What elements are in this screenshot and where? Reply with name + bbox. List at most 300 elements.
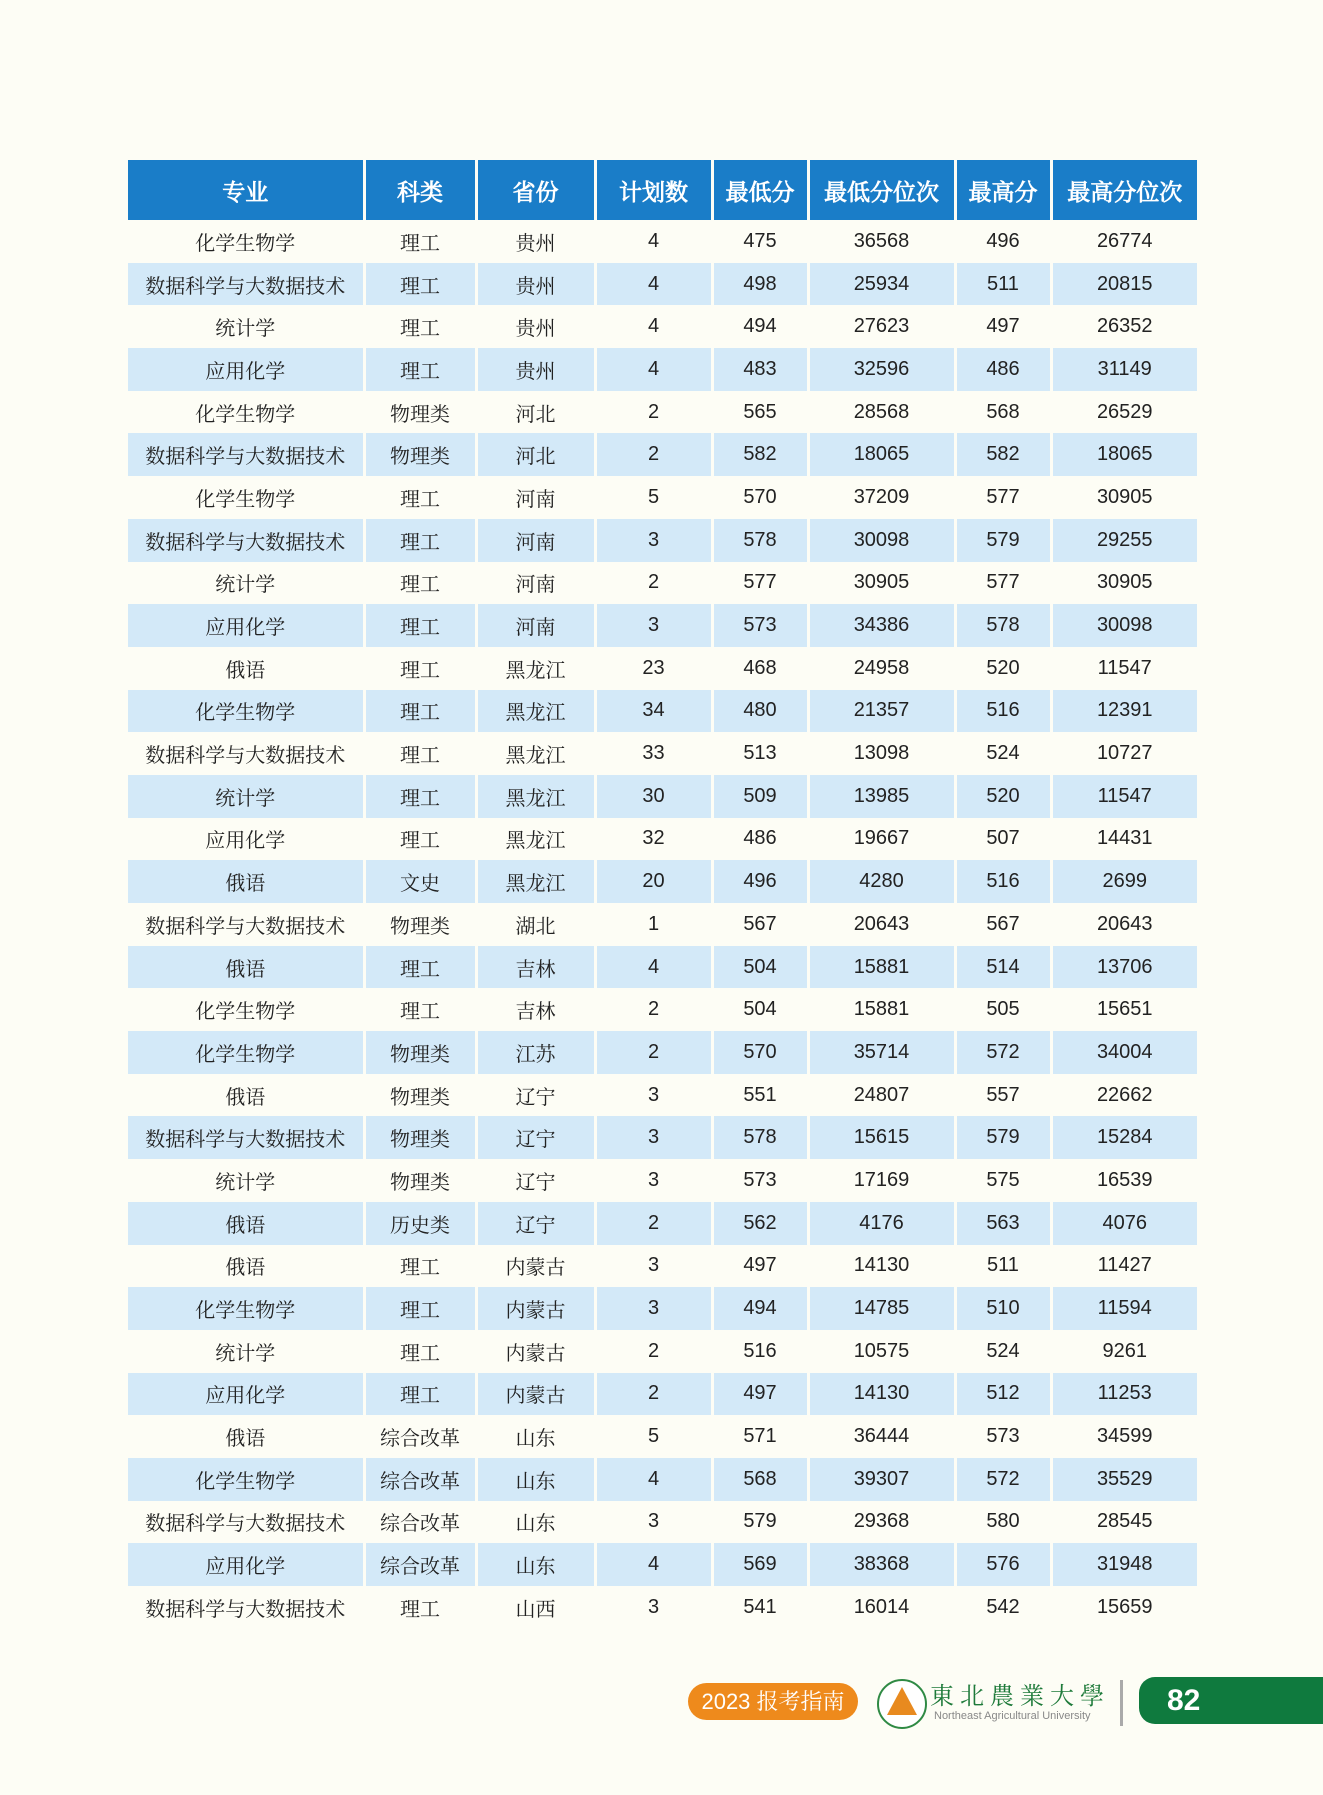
table-cell: 化学生物学 <box>128 391 364 434</box>
table-cell: 29255 <box>1051 519 1197 562</box>
table-cell: 551 <box>712 1074 808 1117</box>
table-cell: 516 <box>955 690 1051 733</box>
table-cell: 2 <box>595 1373 712 1416</box>
table-row <box>128 1202 1197 1245</box>
table-cell: 568 <box>712 1458 808 1501</box>
table-cell: 497 <box>955 305 1051 348</box>
table-cell: 33 <box>595 732 712 775</box>
table-cell: 河南 <box>476 476 595 519</box>
university-logo-icon <box>877 1679 927 1729</box>
table-cell: 4 <box>595 1543 712 1586</box>
table-cell: 557 <box>955 1074 1051 1117</box>
table-cell: 11427 <box>1051 1245 1197 1288</box>
table-cell: 数据科学与大数据技术 <box>128 433 364 476</box>
table-cell: 综合改革 <box>364 1501 476 1544</box>
table-cell: 2 <box>595 1031 712 1074</box>
table-cell: 理工 <box>364 604 476 647</box>
table-cell: 496 <box>712 860 808 903</box>
table-cell: 20643 <box>1051 903 1197 946</box>
table-cell: 34004 <box>1051 1031 1197 1074</box>
table-cell: 16539 <box>1051 1159 1197 1202</box>
table-cell: 563 <box>955 1202 1051 1245</box>
table-cell: 3 <box>595 1501 712 1544</box>
column-header: 专业 <box>128 160 364 220</box>
table-cell: 15615 <box>808 1116 955 1159</box>
table-cell: 18065 <box>808 433 955 476</box>
table-cell: 12391 <box>1051 690 1197 733</box>
table-row <box>128 818 1197 861</box>
table-cell: 498 <box>712 263 808 306</box>
table-cell: 573 <box>712 604 808 647</box>
table-cell: 理工 <box>364 946 476 989</box>
table-cell: 17169 <box>808 1159 955 1202</box>
table-row <box>128 348 1197 391</box>
table-cell: 统计学 <box>128 562 364 605</box>
table-row <box>128 946 1197 989</box>
table-cell: 13706 <box>1051 946 1197 989</box>
table-cell: 504 <box>712 988 808 1031</box>
table-cell: 化学生物学 <box>128 1458 364 1501</box>
table-cell: 577 <box>955 476 1051 519</box>
table-cell: 29368 <box>808 1501 955 1544</box>
table-cell: 541 <box>712 1586 808 1629</box>
table-cell: 30905 <box>1051 476 1197 519</box>
table-cell: 化学生物学 <box>128 1031 364 1074</box>
column-header: 省份 <box>476 160 595 220</box>
table-cell: 480 <box>712 690 808 733</box>
table-cell: 数据科学与大数据技术 <box>128 1586 364 1629</box>
table-cell: 应用化学 <box>128 348 364 391</box>
table-cell: 15284 <box>1051 1116 1197 1159</box>
table-row <box>128 476 1197 519</box>
table-cell: 34 <box>595 690 712 733</box>
table-cell: 俄语 <box>128 1202 364 1245</box>
table-row <box>128 604 1197 647</box>
table-cell: 569 <box>712 1543 808 1586</box>
column-header: 最高分位次 <box>1051 160 1197 220</box>
table-cell: 39307 <box>808 1458 955 1501</box>
table-cell: 2 <box>595 391 712 434</box>
table-cell: 数据科学与大数据技术 <box>128 1116 364 1159</box>
table-cell: 2 <box>595 1330 712 1373</box>
table-cell: 黑龙江 <box>476 860 595 903</box>
table-cell: 34599 <box>1051 1415 1197 1458</box>
table-row <box>128 1543 1197 1586</box>
table-cell: 河北 <box>476 391 595 434</box>
table-cell: 俄语 <box>128 647 364 690</box>
table-cell: 历史类 <box>364 1202 476 1245</box>
table-cell: 辽宁 <box>476 1202 595 1245</box>
table-cell: 30905 <box>808 562 955 605</box>
table-cell: 32 <box>595 818 712 861</box>
table-cell: 582 <box>955 433 1051 476</box>
table-cell: 贵州 <box>476 348 595 391</box>
table-cell: 34386 <box>808 604 955 647</box>
table-cell: 理工 <box>364 1287 476 1330</box>
table-row <box>128 732 1197 775</box>
table-cell: 物理类 <box>364 1159 476 1202</box>
table-cell: 理工 <box>364 220 476 263</box>
table-cell: 3 <box>595 519 712 562</box>
table-cell: 36444 <box>808 1415 955 1458</box>
table-cell: 河南 <box>476 604 595 647</box>
page-number: 82 <box>1139 1677 1323 1724</box>
table-cell: 山东 <box>476 1501 595 1544</box>
table-cell: 14785 <box>808 1287 955 1330</box>
table-cell: 486 <box>712 818 808 861</box>
table-row <box>128 860 1197 903</box>
table-cell: 36568 <box>808 220 955 263</box>
column-header: 最高分 <box>955 160 1051 220</box>
university-name-cn: 東北農業大學 <box>930 1682 1110 1710</box>
table-cell: 580 <box>955 1501 1051 1544</box>
table-row <box>128 1458 1197 1501</box>
table-cell: 483 <box>712 348 808 391</box>
table-cell: 物理类 <box>364 433 476 476</box>
table-row <box>128 903 1197 946</box>
table-cell: 3 <box>595 1116 712 1159</box>
table-row <box>128 519 1197 562</box>
table-cell: 山东 <box>476 1543 595 1586</box>
table-cell: 520 <box>955 647 1051 690</box>
table-cell: 理工 <box>364 562 476 605</box>
table-cell: 数据科学与大数据技术 <box>128 903 364 946</box>
table-cell: 31948 <box>1051 1543 1197 1586</box>
table-cell: 5 <box>595 476 712 519</box>
table-cell: 575 <box>955 1159 1051 1202</box>
table-cell: 2 <box>595 562 712 605</box>
table-row <box>128 562 1197 605</box>
table-cell: 516 <box>955 860 1051 903</box>
table-row <box>128 1415 1197 1458</box>
table-header-row <box>128 160 1197 220</box>
table-cell: 化学生物学 <box>128 690 364 733</box>
table-cell: 579 <box>955 1116 1051 1159</box>
table-cell: 567 <box>955 903 1051 946</box>
table-cell: 520 <box>955 775 1051 818</box>
table-row <box>128 433 1197 476</box>
table-cell: 4 <box>595 305 712 348</box>
table-cell: 理工 <box>364 1330 476 1373</box>
table-cell: 数据科学与大数据技术 <box>128 732 364 775</box>
table-row <box>128 1586 1197 1629</box>
table-cell: 贵州 <box>476 220 595 263</box>
table-cell: 湖北 <box>476 903 595 946</box>
table-cell: 3 <box>595 1287 712 1330</box>
table-cell: 应用化学 <box>128 604 364 647</box>
table-cell: 黑龙江 <box>476 818 595 861</box>
table-cell: 4 <box>595 946 712 989</box>
table-cell: 26774 <box>1051 220 1197 263</box>
table-cell: 562 <box>712 1202 808 1245</box>
table-cell: 物理类 <box>364 1116 476 1159</box>
table-row <box>128 775 1197 818</box>
table-cell: 570 <box>712 1031 808 1074</box>
table-cell: 贵州 <box>476 305 595 348</box>
table-cell: 物理类 <box>364 391 476 434</box>
table-cell: 俄语 <box>128 1415 364 1458</box>
table-cell: 30098 <box>808 519 955 562</box>
table-cell: 23 <box>595 647 712 690</box>
table-cell: 20 <box>595 860 712 903</box>
table-cell: 理工 <box>364 818 476 861</box>
table-cell: 16014 <box>808 1586 955 1629</box>
table-cell: 28568 <box>808 391 955 434</box>
table-cell: 568 <box>955 391 1051 434</box>
table-cell: 511 <box>955 263 1051 306</box>
table-row <box>128 647 1197 690</box>
table-cell: 俄语 <box>128 946 364 989</box>
table-cell: 27623 <box>808 305 955 348</box>
table-cell: 3 <box>595 1074 712 1117</box>
table-cell: 524 <box>955 732 1051 775</box>
column-header: 计划数 <box>595 160 712 220</box>
table-cell: 37209 <box>808 476 955 519</box>
table-cell: 统计学 <box>128 775 364 818</box>
table-cell: 俄语 <box>128 1245 364 1288</box>
table-cell: 理工 <box>364 263 476 306</box>
table-cell: 505 <box>955 988 1051 1031</box>
table-cell: 理工 <box>364 348 476 391</box>
column-header: 最低分位次 <box>808 160 955 220</box>
table-cell: 494 <box>712 305 808 348</box>
table-cell: 582 <box>712 433 808 476</box>
table-cell: 综合改革 <box>364 1543 476 1586</box>
table-cell: 20815 <box>1051 263 1197 306</box>
table-cell: 内蒙古 <box>476 1330 595 1373</box>
table-cell: 496 <box>955 220 1051 263</box>
table-cell: 30 <box>595 775 712 818</box>
table-cell: 576 <box>955 1543 1051 1586</box>
table-cell: 理工 <box>364 732 476 775</box>
table-cell: 理工 <box>364 988 476 1031</box>
table-cell: 江苏 <box>476 1031 595 1074</box>
table-cell: 黑龙江 <box>476 775 595 818</box>
table-cell: 504 <box>712 946 808 989</box>
table-cell: 35714 <box>808 1031 955 1074</box>
table-cell: 内蒙古 <box>476 1245 595 1288</box>
table-cell: 河南 <box>476 562 595 605</box>
table-cell: 数据科学与大数据技术 <box>128 263 364 306</box>
table-cell: 11547 <box>1051 647 1197 690</box>
table-cell: 19667 <box>808 818 955 861</box>
admission-scores-table <box>128 160 1197 1629</box>
table-cell: 4176 <box>808 1202 955 1245</box>
table-cell: 578 <box>955 604 1051 647</box>
table-row <box>128 1116 1197 1159</box>
table-cell: 22662 <box>1051 1074 1197 1117</box>
table-cell: 内蒙古 <box>476 1373 595 1416</box>
table-cell: 15659 <box>1051 1586 1197 1629</box>
table-cell: 38368 <box>808 1543 955 1586</box>
table-cell: 475 <box>712 220 808 263</box>
table-cell: 5 <box>595 1415 712 1458</box>
table-cell: 河南 <box>476 519 595 562</box>
column-header: 最低分 <box>712 160 808 220</box>
table-cell: 黑龙江 <box>476 732 595 775</box>
table-cell: 11547 <box>1051 775 1197 818</box>
table-cell: 9261 <box>1051 1330 1197 1373</box>
table-cell: 4 <box>595 263 712 306</box>
table-cell: 统计学 <box>128 305 364 348</box>
table-cell: 2 <box>595 433 712 476</box>
table-cell: 综合改革 <box>364 1458 476 1501</box>
table-row <box>128 1501 1197 1544</box>
table-cell: 15651 <box>1051 988 1197 1031</box>
table-cell: 486 <box>955 348 1051 391</box>
table-cell: 1 <box>595 903 712 946</box>
table-row <box>128 1287 1197 1330</box>
table-cell: 24807 <box>808 1074 955 1117</box>
table-cell: 山西 <box>476 1586 595 1629</box>
table-cell: 26529 <box>1051 391 1197 434</box>
table-cell: 507 <box>955 818 1051 861</box>
table-cell: 理工 <box>364 775 476 818</box>
table-cell: 应用化学 <box>128 818 364 861</box>
table-row <box>128 1330 1197 1373</box>
table-row <box>128 220 1197 263</box>
table-cell: 物理类 <box>364 1031 476 1074</box>
table-cell: 26352 <box>1051 305 1197 348</box>
table-cell: 化学生物学 <box>128 476 364 519</box>
table-cell: 11253 <box>1051 1373 1197 1416</box>
table-cell: 14130 <box>808 1373 955 1416</box>
table-cell: 32596 <box>808 348 955 391</box>
table-row <box>128 1159 1197 1202</box>
table-cell: 13098 <box>808 732 955 775</box>
table-cell: 18065 <box>1051 433 1197 476</box>
table-cell: 3 <box>595 1245 712 1288</box>
table-cell: 468 <box>712 647 808 690</box>
table-cell: 理工 <box>364 305 476 348</box>
column-header: 科类 <box>364 160 476 220</box>
table-cell: 辽宁 <box>476 1074 595 1117</box>
table-cell: 文史 <box>364 860 476 903</box>
table-cell: 黑龙江 <box>476 647 595 690</box>
table-cell: 510 <box>955 1287 1051 1330</box>
table-cell: 578 <box>712 519 808 562</box>
table-row <box>128 305 1197 348</box>
table-cell: 2 <box>595 1202 712 1245</box>
table-cell: 应用化学 <box>128 1373 364 1416</box>
table-cell: 516 <box>712 1330 808 1373</box>
table-cell: 15881 <box>808 946 955 989</box>
table-cell: 山东 <box>476 1415 595 1458</box>
footer-divider <box>1120 1680 1123 1726</box>
table-cell: 辽宁 <box>476 1159 595 1202</box>
table-row <box>128 1031 1197 1074</box>
table-cell: 20643 <box>808 903 955 946</box>
table-cell: 571 <box>712 1415 808 1458</box>
table-cell: 3 <box>595 1159 712 1202</box>
table-cell: 494 <box>712 1287 808 1330</box>
table-cell: 28545 <box>1051 1501 1197 1544</box>
table-cell: 573 <box>955 1415 1051 1458</box>
table-row <box>128 988 1197 1031</box>
table-cell: 2699 <box>1051 860 1197 903</box>
table-cell: 511 <box>955 1245 1051 1288</box>
table-cell: 509 <box>712 775 808 818</box>
table-cell: 黑龙江 <box>476 690 595 733</box>
table-cell: 573 <box>712 1159 808 1202</box>
table-cell: 2 <box>595 988 712 1031</box>
table-cell: 14130 <box>808 1245 955 1288</box>
table-cell: 4 <box>595 1458 712 1501</box>
table-cell: 化学生物学 <box>128 220 364 263</box>
table-cell: 理工 <box>364 690 476 733</box>
table-cell: 贵州 <box>476 263 595 306</box>
table-cell: 数据科学与大数据技术 <box>128 1501 364 1544</box>
table-cell: 30905 <box>1051 562 1197 605</box>
table-cell: 497 <box>712 1245 808 1288</box>
table-cell: 572 <box>955 1031 1051 1074</box>
table-cell: 4 <box>595 220 712 263</box>
table-cell: 数据科学与大数据技术 <box>128 519 364 562</box>
table-cell: 579 <box>955 519 1051 562</box>
table-cell: 4 <box>595 348 712 391</box>
table-cell: 570 <box>712 476 808 519</box>
table-cell: 514 <box>955 946 1051 989</box>
table-cell: 30098 <box>1051 604 1197 647</box>
table-cell: 10727 <box>1051 732 1197 775</box>
table-cell: 512 <box>955 1373 1051 1416</box>
table-cell: 应用化学 <box>128 1543 364 1586</box>
table-cell: 577 <box>955 562 1051 605</box>
table-cell: 俄语 <box>128 1074 364 1117</box>
table-row <box>128 1074 1197 1117</box>
table-cell: 化学生物学 <box>128 988 364 1031</box>
table-cell: 3 <box>595 1586 712 1629</box>
table-cell: 理工 <box>364 647 476 690</box>
table-cell: 理工 <box>364 519 476 562</box>
table-cell: 572 <box>955 1458 1051 1501</box>
table-cell: 513 <box>712 732 808 775</box>
table-row <box>128 263 1197 306</box>
table-cell: 统计学 <box>128 1330 364 1373</box>
table-cell: 35529 <box>1051 1458 1197 1501</box>
table-cell: 21357 <box>808 690 955 733</box>
table-cell: 25934 <box>808 263 955 306</box>
table-cell: 578 <box>712 1116 808 1159</box>
table-cell: 31149 <box>1051 348 1197 391</box>
table-cell: 理工 <box>364 1245 476 1288</box>
table-cell: 11594 <box>1051 1287 1197 1330</box>
table-cell: 物理类 <box>364 903 476 946</box>
table-cell: 物理类 <box>364 1074 476 1117</box>
table-cell: 吉林 <box>476 946 595 989</box>
table-cell: 577 <box>712 562 808 605</box>
table-row <box>128 391 1197 434</box>
table-cell: 理工 <box>364 1586 476 1629</box>
table-cell: 565 <box>712 391 808 434</box>
table-cell: 理工 <box>364 1373 476 1416</box>
table-cell: 13985 <box>808 775 955 818</box>
table-cell: 15881 <box>808 988 955 1031</box>
table-cell: 统计学 <box>128 1159 364 1202</box>
table-cell: 567 <box>712 903 808 946</box>
table-cell: 辽宁 <box>476 1116 595 1159</box>
table-cell: 542 <box>955 1586 1051 1629</box>
table-cell: 524 <box>955 1330 1051 1373</box>
table-cell: 河北 <box>476 433 595 476</box>
table-cell: 14431 <box>1051 818 1197 861</box>
table-cell: 4076 <box>1051 1202 1197 1245</box>
table-cell: 内蒙古 <box>476 1287 595 1330</box>
table-cell: 吉林 <box>476 988 595 1031</box>
table-cell: 综合改革 <box>364 1415 476 1458</box>
table-cell: 化学生物学 <box>128 1287 364 1330</box>
university-name-en: Northeast Agricultural University <box>934 1710 1091 1722</box>
